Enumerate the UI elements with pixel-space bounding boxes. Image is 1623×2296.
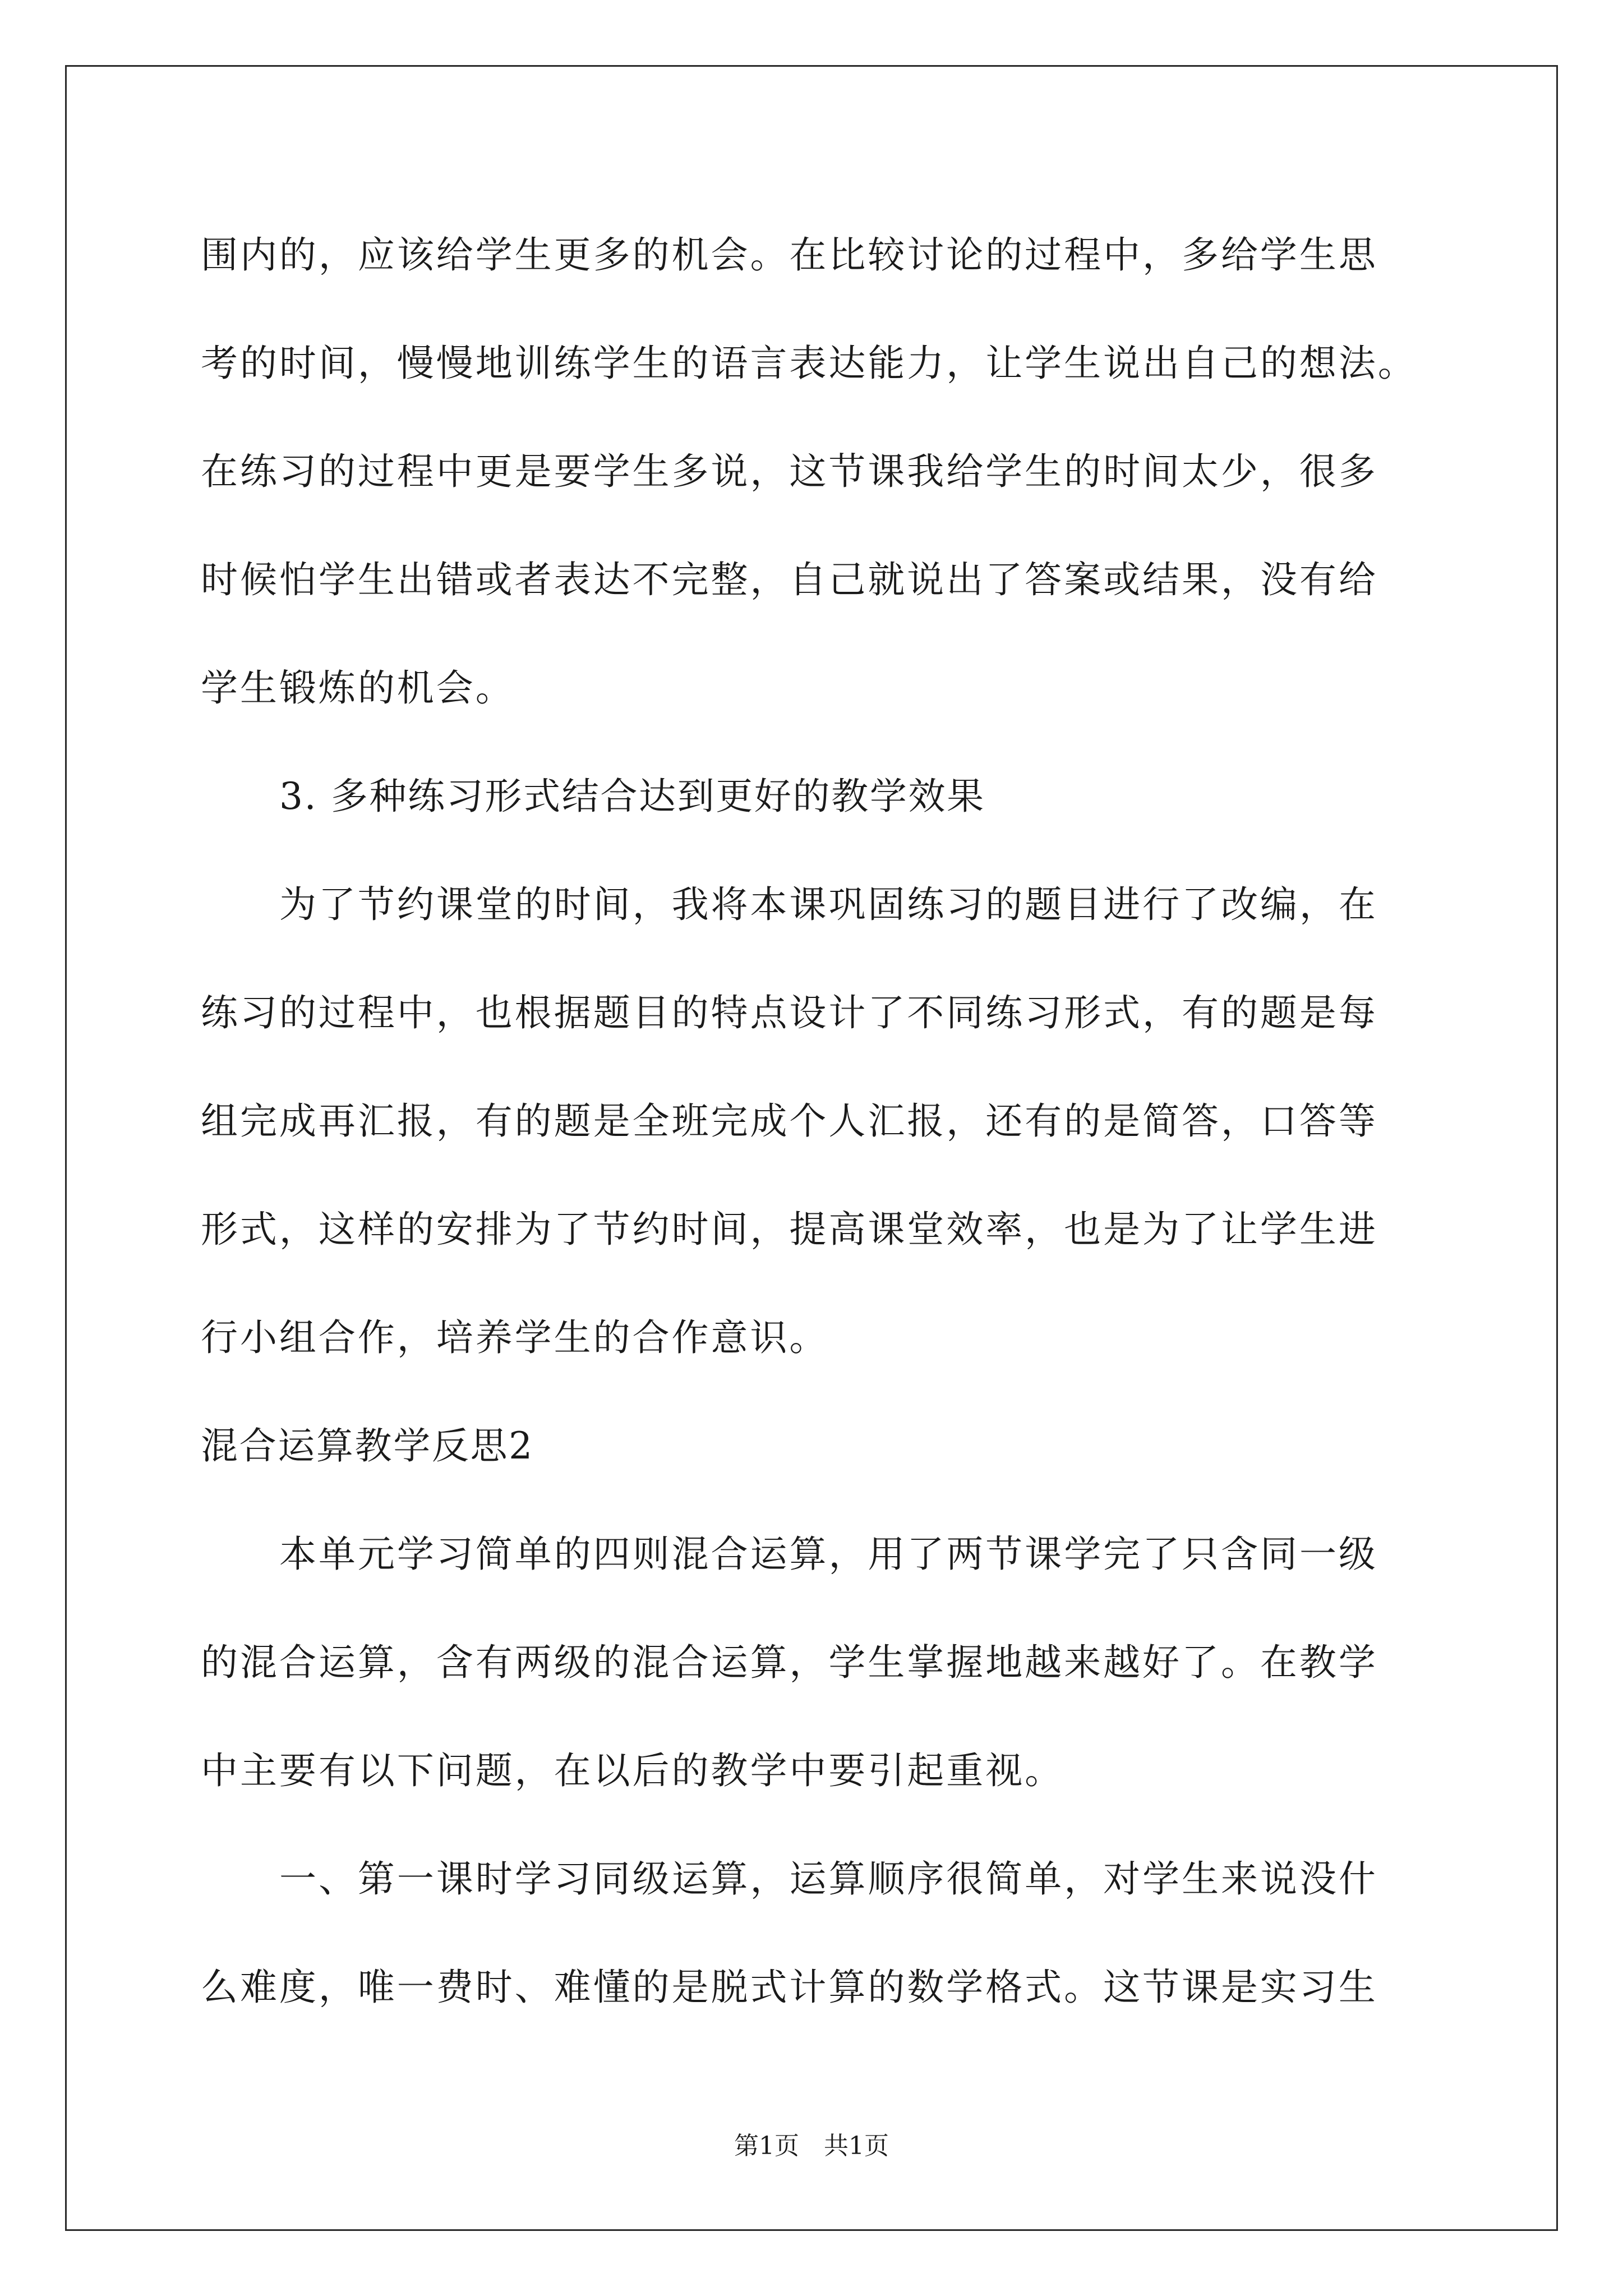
section-heading: 3. 多种练习形式结合达到更好的教学效果 (279, 775, 985, 818)
paragraph-first-line: 一、第一课时学习同级运算，运算顺序很简单，对学生来说没什 (279, 1857, 1378, 1901)
text-line: 中主要有以下问题，在以后的教学中要引起重视。 (201, 1749, 1064, 1792)
article-title: 混合运算教学反思2 (201, 1424, 534, 1467)
text-line: 组完成再汇报，有的题是全班完成个人汇报，还有的是简答，口答等 (201, 1099, 1378, 1143)
page-number-current: 第1页 (734, 2132, 799, 2160)
text-line: 在练习的过程中更是要学生多说，这节课我给学生的时间太少，很多 (201, 450, 1378, 493)
document-body (201, 201, 1435, 2041)
page-footer (0, 2129, 1623, 2163)
text-line: 考的时间，慢慢地训练学生的语言表达能力，让学生说出自己的想法。 (201, 342, 1417, 385)
text-line: 围内的，应该给学生更多的机会。在比较讨论的过程中，多给学生思 (201, 233, 1378, 277)
text-line: 的混合运算，含有两级的混合运算，学生掌握地越来越好了。在教学 (201, 1641, 1378, 1684)
text-line: 么难度，唯一费时、难懂的是脱式计算的数学格式。这节课是实习生 (201, 1966, 1378, 2009)
text-line: 学生锻炼的机会。 (201, 666, 515, 710)
text-line: 行小组合作，培养学生的合作意识。 (201, 1316, 829, 1359)
paragraph-first-line: 为了节约课堂的时间，我将本课巩固练习的题目进行了改编，在 (279, 883, 1378, 926)
text-line: 练习的过程中，也根据题目的特点设计了不同练习形式，有的题是每 (201, 991, 1378, 1034)
page-number-total: 共1页 (824, 2132, 889, 2160)
text-line: 时候怕学生出错或者表达不完整，自己就说出了答案或结果，没有给 (201, 558, 1378, 601)
paragraph-first-line: 本单元学习简单的四则混合运算，用了两节课学完了只含同一级 (279, 1533, 1378, 1576)
text-line: 形式，这样的安排为了节约时间，提高课堂效率，也是为了让学生进 (201, 1208, 1378, 1251)
